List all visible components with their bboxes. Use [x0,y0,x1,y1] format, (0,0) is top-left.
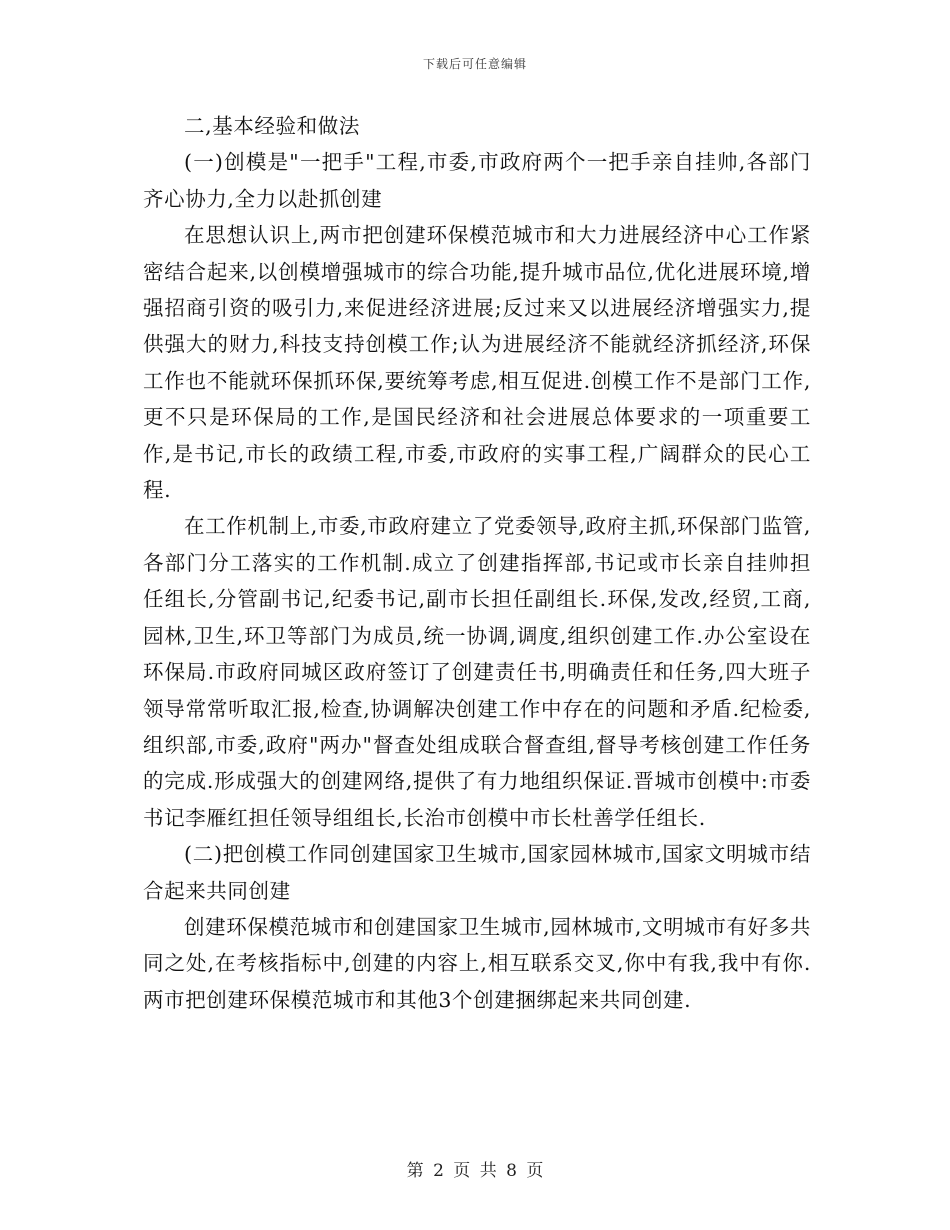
page-header: 下载后可任意编辑 [422,57,527,71]
subsection-heading-1: (一)创模是"一把手"工程,市委,市政府两个一把手亲自挂帅,各部门齐心协力,全力以赴抓创建 [143,150,811,211]
subsection-heading-2: (二)把创模工作同创建国家卫生城市,国家园林城市,国家文明城市结合起来共同创建 [143,842,811,903]
document-body [143,108,811,1018]
page-number: 第 2 页 共 8 页 [406,1161,544,1181]
body-paragraph: 在工作机制上,市委,市政府建立了党委领导,政府主抓,环保部门监管,各部门分工落实的工作机制.成立了创建指挥部,书记或市长亲自挂帅担任组长,分管副书记,纪委书记,副市长担任副组长.环保,发改,经贸,工商,园林,卫生,环卫等部门为成员,统一协调,调度,组织创建工作.办公室设在环保局.市政府同城区政府签订了创建责任书,明确责任和任务,四大班子领导常常听取汇报,检查,协调解决创建工作中存在的问题和矛盾.纪检委,组织部,市委,政府"两办"督查处组成联合督查组,督导考核创建工作任务的完成.形成强大的创建网络,提供了有力地组织保证.晋城市创模中:市委书记李雁红担任领导组组长,长治市创模中市长杜善学任组长. [143,514,811,830]
section-heading: 二,基本经验和做法 [184,114,360,138]
body-paragraph: 创建环保模范城市和创建国家卫生城市,园林城市,文明城市有好多共同之处,在考核指标中,创建的内容上,相互联系交叉,你中有我,我中有你.两市把创建环保模范城市和其他3个创建捆绑起来共同创建. [143,914,811,1012]
body-paragraph: 在思想认识上,两市把创建环保模范城市和大力进展经济中心工作紧密结合起来,以创模增强城市的综合功能,提升城市品位,优化进展环境,增强招商引资的吸引力,来促进经济进展;反过来又以进展经济增强实力,提供强大的财力,科技支持创模工作;认为进展经济不能就经济抓经济,环保工作也不能就环保抓环保,要统筹考虑,相互促进.创模工作不是部门工作,更不只是环保局的工作,是国民经济和社会进展总体要求的一项重要工作,是书记,市长的政绩工程,市委,市政府的实事工程,广阔群众的民心工程. [143,223,811,503]
